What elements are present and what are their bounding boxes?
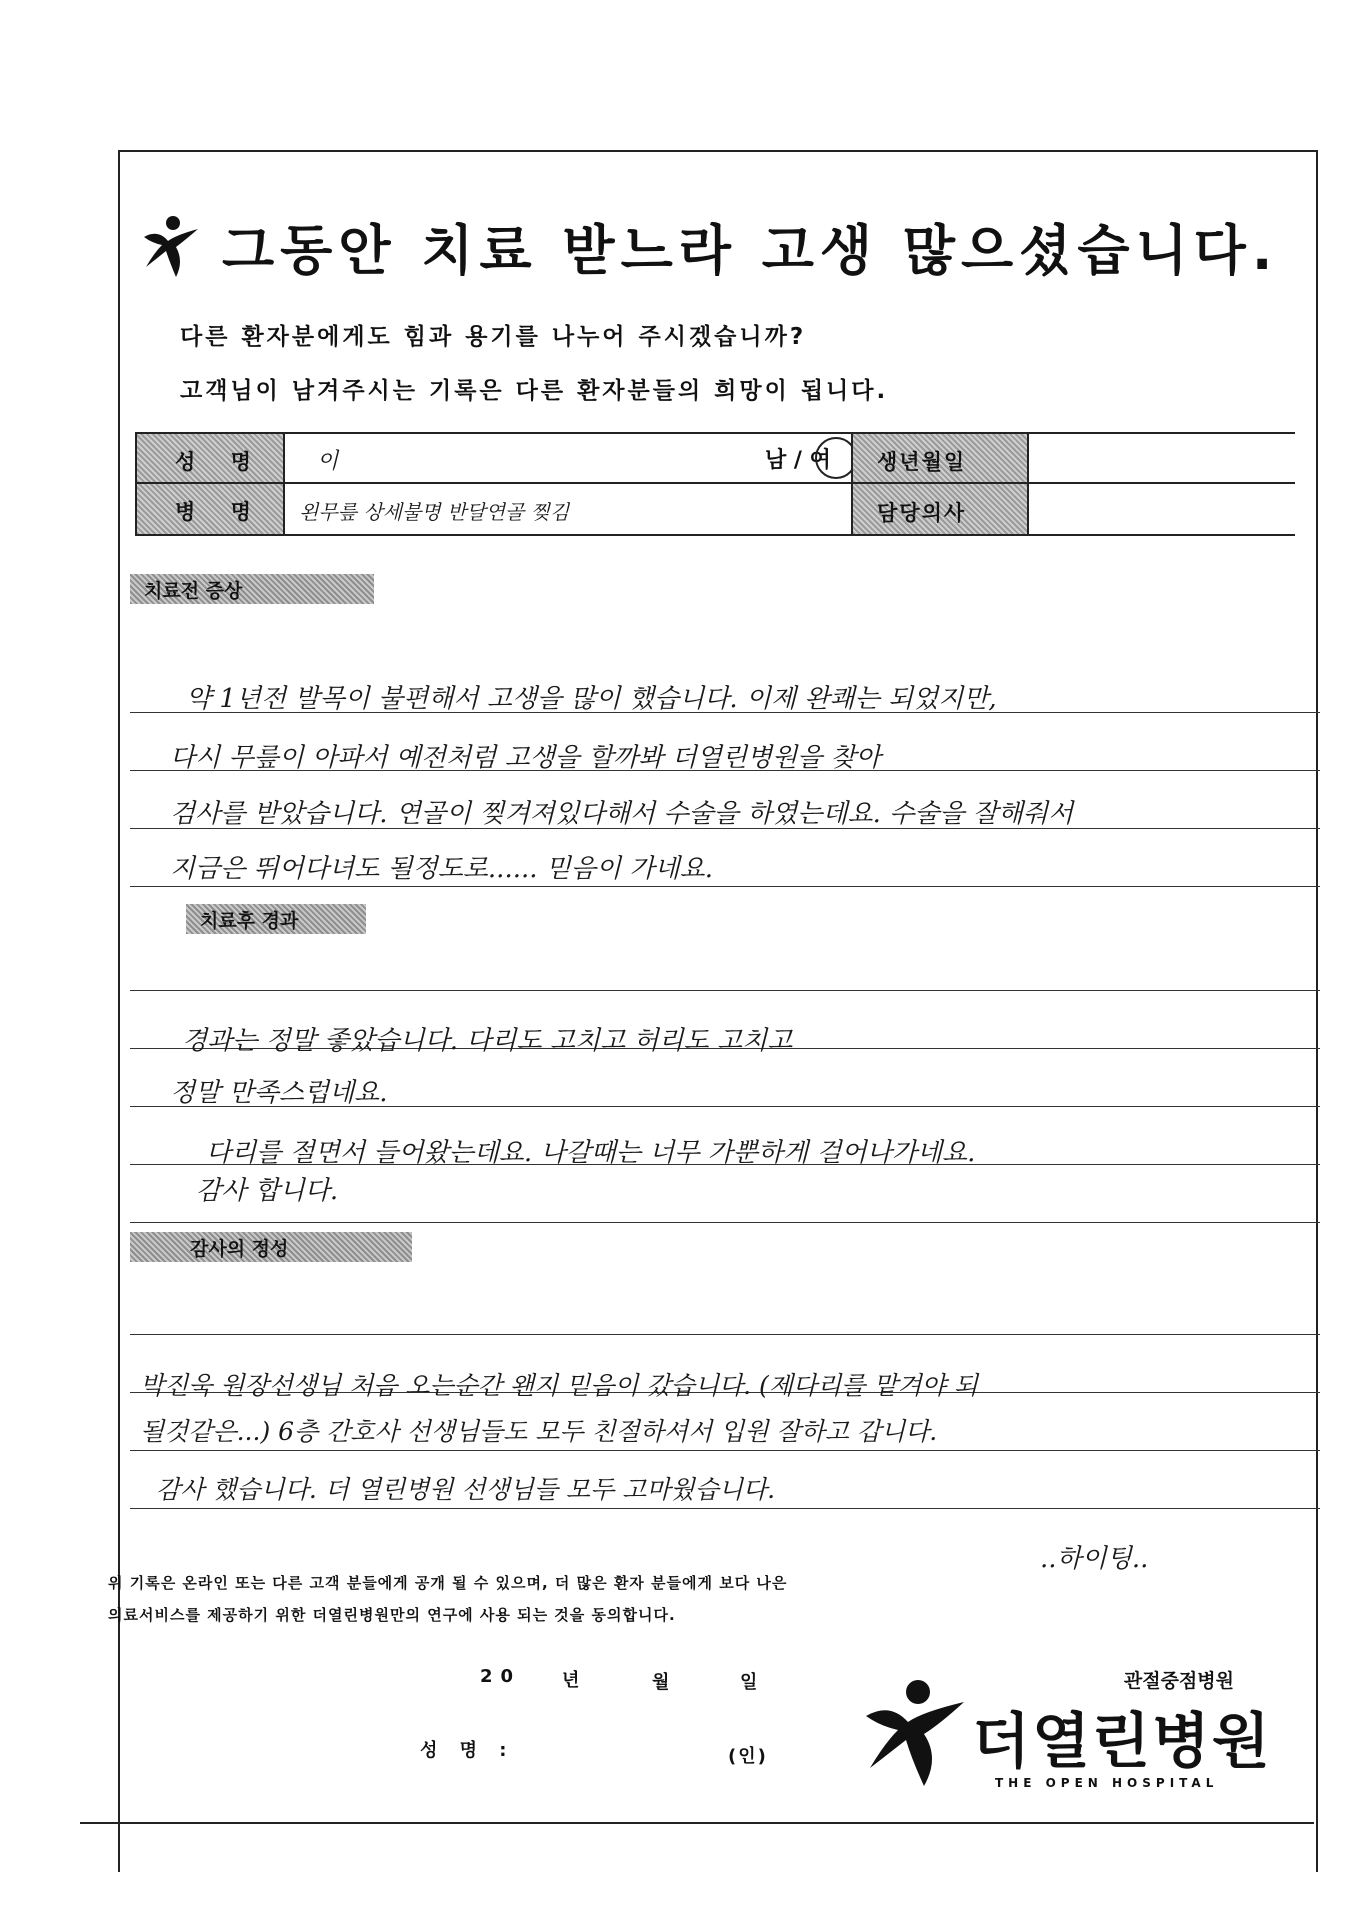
name-value-cell: [283, 432, 853, 484]
frame-bottom-rule: [80, 1822, 1314, 1824]
patient-name: 이: [317, 449, 339, 474]
ruled-line: [130, 1222, 1320, 1223]
thanks-line-2: 될것같은...) 6층 간호사 선생님들도 모두 친절하셔서 입원 잘하고 갑니다.: [140, 1417, 938, 1446]
seal-label: (인): [728, 1746, 768, 1767]
date-year: 20: [480, 1666, 522, 1687]
date-month-label: 월: [652, 1672, 678, 1693]
logo-tagline: 관절중점병원: [1123, 1670, 1234, 1692]
doctor-label-cell: [851, 482, 1029, 536]
thanks-line-3: 감사 했습니다. 더 열린병원 선생님들 모두 고마웠습니다.: [156, 1475, 776, 1504]
hospital-logo: [860, 1670, 1272, 1794]
ruled-line: [130, 886, 1320, 887]
ruled-line: [130, 1450, 1320, 1451]
ruled-line: [130, 1508, 1320, 1509]
before-line-3: 검사를 받았습니다. 연골이 찢겨져있다해서 수술을 하였는데요. 수술을 잘해줘서: [170, 799, 1074, 829]
subtitle-share: 다른 환자분에게도 힘과 용기를 나누어 주시겠습니까?: [180, 324, 807, 350]
logo-name: 더열린병원: [972, 1707, 1272, 1777]
birth-label: 생년월일: [877, 450, 967, 474]
birth-label-cell: [851, 432, 1029, 484]
before-line-2: 다시 무릎이 아파서 예전처럼 고생을 할까봐 더열린병원을 찾아: [170, 743, 881, 773]
after-line-1: 경과는 정말 좋았습니다. 다리도 고치고 허리도 고치고: [182, 1026, 793, 1056]
ruled-line: [130, 990, 1320, 991]
patient-info-table: [135, 432, 1295, 536]
date-day-label: 일: [740, 1672, 766, 1693]
before-treatment-heading: 치료전 증상: [130, 574, 374, 604]
disclaimer-line-1: 위 기록은 온라인 또는 다른 고객 분들에게 공개 될 수 있으며, 더 많은 환자 분들에게 보다 나은: [108, 1574, 788, 1592]
disease-value-cell: [283, 482, 853, 536]
disease-label: 병 명: [175, 500, 265, 524]
page-title: 그동안 치료 받느라 고생 많으셨습니다.: [222, 219, 1279, 282]
before-line-1: 약 1년전 발목이 불편해서 고생을 많이 했습니다. 이제 완쾌는 되었지만,: [186, 684, 997, 714]
after-treatment-heading: 치료후 경과: [186, 904, 366, 934]
date-year-label: 년: [562, 1670, 588, 1691]
doctor-value-cell: [1027, 482, 1295, 536]
signoff-text: ..하이팅..: [1040, 1544, 1149, 1574]
after-line-3: 다리를 절면서 들어왔는데요. 나갈때는 너무 가뿐하게 걸어나가네요.: [206, 1138, 976, 1168]
thanks-line-1: 박진욱 원장선생님 처음 오는순간 왠지 믿음이 갔습니다. (제다리를 맡겨야 되: [140, 1371, 978, 1400]
open-hospital-figure-icon: [140, 215, 202, 279]
birth-value-cell: [1027, 432, 1295, 484]
disease-label-cell: [135, 482, 285, 536]
after-line-2: 정말 만족스럽네요.: [170, 1078, 388, 1108]
subtitle-hope: 고객님이 남겨주시는 기록은 다른 환자분들의 희망이 됩니다.: [180, 378, 889, 404]
after-line-4: 감사 합니다.: [196, 1176, 339, 1206]
before-line-4: 지금은 뛰어다녀도 될정도로...... 믿음이 가네요.: [170, 854, 713, 884]
disclaimer-line-2: 의료서비스를 제공하기 위한 더열린병원만의 연구에 사용 되는 것을 동의합니다.: [108, 1606, 676, 1624]
doctor-label: 담당의사: [877, 501, 967, 525]
logo-english-name: THE OPEN HOSPITAL: [995, 1776, 1219, 1790]
sign-label: 성 명 :: [420, 1740, 515, 1761]
ruled-line: [130, 1334, 1320, 1335]
disease-value: 왼무릎 상세불명 반달연골 찢김: [299, 500, 570, 524]
name-label: 성 명: [175, 450, 265, 474]
thanks-heading: 감사의 정성: [130, 1232, 412, 1262]
gender-options: 남 / 여: [765, 448, 831, 473]
name-label-cell: [135, 432, 285, 484]
open-hospital-figure-icon: [860, 1678, 970, 1788]
title-row: [140, 208, 1278, 285]
